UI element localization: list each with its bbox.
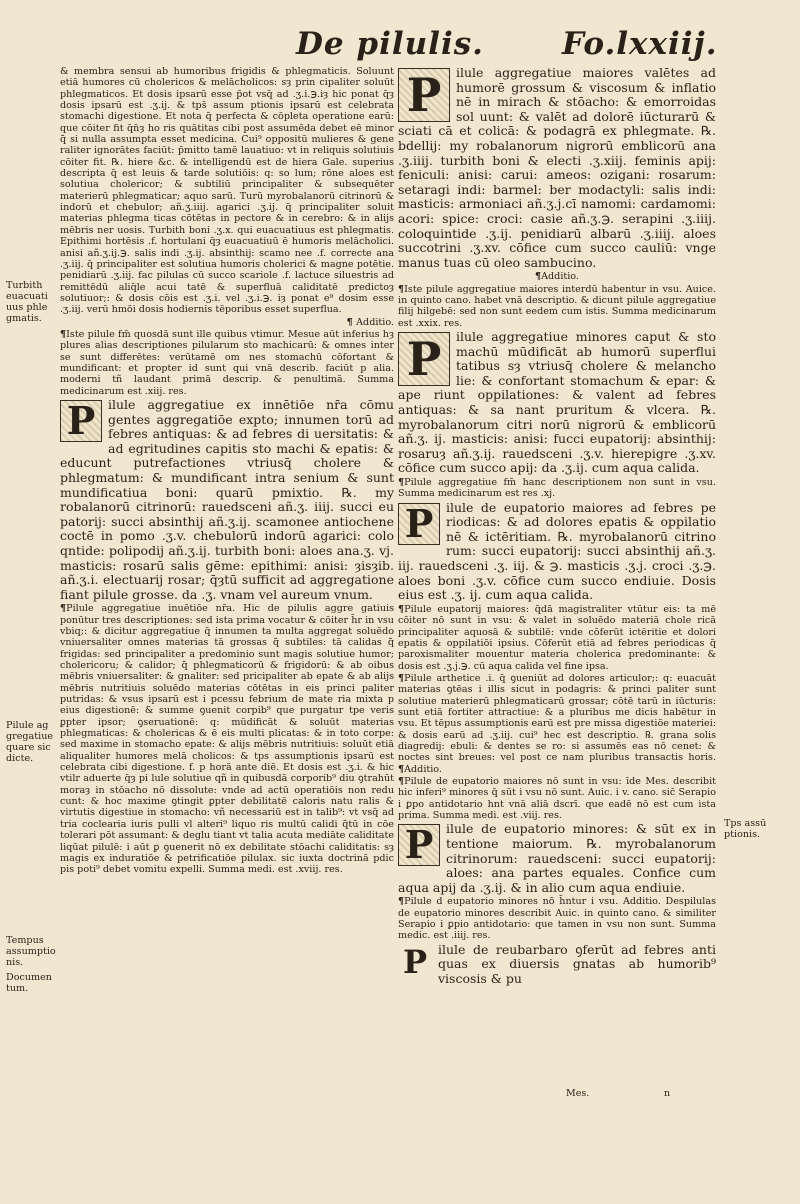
pilcrow-icon: ¶	[535, 271, 542, 283]
pilcrow-icon: ¶	[398, 476, 405, 488]
pill-recipe: Pilule de reubarbaro ꝯferūt ad febres anti quas ex diuersis gnatas ab humorib⁹ viscosis & pu	[398, 943, 716, 987]
pilcrow-icon: ¶	[398, 775, 405, 787]
initial-letter-p: P	[398, 68, 450, 122]
commentary: ¶Pilule aggregatiue fm̄ hanc descriptionem non sunt in vsu. Summa medicinarum est res .xj.	[398, 476, 716, 500]
paragraph: & membra sensui ab humoribus frigidis & phlegmaticis. Soluunt etiā humores cū cholericos & melācholicos: sȝ prin cipaliter soluūt phlegmaticos. Et dosis ipsarū esse p̄ot vsq̄ ad .ʒ.i.℈.iȝ hic ponat q̄ȝ dosis ipsarū est .ʒ.ij. & tps̄ assum ptionis ipsarū est celebrata stomachi digestione. Et nota q̄ perfecta & cōpleta operatione earū: que cōiter fit q̄n̄ȝ ho ris quātitas cibi post assumēda debet eē minor q̄̄ si nulla assumpta esset medicina. Cui⁹ oppositū mulieres & gene raliter ignorātes faciūt: p̄mitto tamē lauatiuo: vt in reliquis solutiuis cōiter fit. ℞. hiere &c. & intelligendū est de hiera Gale. superius descripta q̄ est leuis & tarde solutiōis: q: so lum; rōne aloes est solutiua cholericor; & subtiliū principaliter & subsequēter materierū phlegmaticar; aquo sarū. Turū myrobalanorū citrinorū & indorū et chebulor; añ.ʒ.iiij. agarici .ʒ.ij. q̄ principaliter soluit materias phlegma ticas cōtētas in pectore & in cerebro: & in alijs mēbris ner uosis. Turbith boni .ʒ.x. qui euacuatiuus est phlegmatis. Epithimi hortēsis .f. hortulani q̄ȝ euacuatiuū ē humoris melācholici. anisi añ.ʒ.ij.℈. salis indi .ʒ.ij. absinthij: scamo nee .f. correcte ana .ʒ.iij. q̄ principaliter est solutiua humoris cholerici & magne potētie. penidiarū .ʒ.iij. fac pilulas cū succo scariole .f. lactuce siluestris ad remittēdū aliq̄le acui tatē & superfluā caliditatē predictoȝ solutiuor;: & dosis cōis est .ʒ.i. vel .ʒ.i.℈. iȝ ponat e⁹ dosim esse .ʒ.iij. verū hmōi dosis hodiernis tēporibus esset superflua.	[60, 66, 394, 316]
margin-note: Tps assū ptionis.	[724, 818, 767, 840]
margin-note: Tempus assumptio nis.	[6, 935, 56, 968]
left-column	[60, 66, 394, 1086]
pilcrow-icon: ¶	[398, 672, 405, 684]
commentary: ¶Iste pilule aggregatiue maiores interdū habentur in vsu. Auice. in quinto cano. habet vnā descriptio. & dicunt pilule aggregatiue filij hilgebē: sed non sunt eedem cum istis. Summa medicinarum est .xxix. res.	[398, 283, 716, 329]
margin-note: Documen tum.	[6, 972, 52, 994]
right-column	[398, 66, 716, 1126]
pill-recipe: P ilule de eupatorio maiores ad febres pe riodicas: & ad dolores epatis & oppilatio nē & ictēritiam. ℞. myrobalanorū citrino rum: succi eupatorij: succi absinthij añ.ʒ. iij. rauedsceni .ʒ. iij. & ℈. masticis .ʒ.j. croci .ʒ.℈. aloes boni .ʒ.v. cōfice cum succo endiuie. Dosis eius est .ʒ. ij. cum aqua calida.	[398, 499, 716, 603]
pilcrow-icon: ¶	[60, 328, 67, 340]
pilcrow-icon: ¶	[398, 896, 405, 908]
initial-letter-p: P	[398, 332, 450, 386]
commentary: ¶Pilule arthetice .i. q̄ ꝯueniūt ad dolores articulor;: q: euacuāt materias ꝯtēas i illis sicut in podagris: & princi paliter sunt solutiue materierū phlegmaticarū grossar; cōtē tarū in iūcturis: sunt etiā fortiter attractiue: & a pluribus me dicis habētur in vsu. Et tēpus assumptionis earū est pre missa digestiōe materiei: & dosis earū ad .ʒ.iij. cui⁹ hec est descriptio. ℞. grana solis diagredij: ebuli: & dentes se ro: si assumēs eas nō cenet: & noctes sint breues: vel post ce nam pluribus transactis horis. ¶Additio.	[398, 672, 716, 775]
commentary: ¶Pilule d eupatorio minores nō h̄ntur i vsu. Additio. Despilulas de eupatorio minores describit Auic. in quinto cano. & similiter Serapio i ꝑpio antidotario: que tamen in vsu non sunt. Summa medic. est .iiij. res.	[398, 896, 716, 942]
additio-label: ¶Additio.	[535, 271, 579, 283]
margin-note: Turbith euacuati uus phle gmatis.	[6, 280, 48, 324]
pill-recipe: P ilule aggregatiue maiores valētes ad humorē grossum & viscosum & inflatio nē in mirach & stōacho: & emorroidas sol uunt: & valēt ad dolorē iūcturarū & sciati cā et colicā: & podagrā ex phlegmate. ℞. bdellij: my robalanorum nigrorū emblicorū ana .ʒ.iiij. turbith boni & electi .ʒ.xiij. feminis apij: feniculi: anisi: carui: ameos: ozigani: rosarum: setaragi indi: barmel: ber modactyli: salis indi: masticis: armoniaci añ.ʒ.j.cī namomi: cardamomi: acori: spice: croci: casie añ.ʒ.℈. serapini .ʒ.iiij. coloquintide .ʒ.ij. penidiarū albarū .ʒ.iiij. aloes succotrini .ʒ.xv. cōfice cum succo cauliū: vnge manus tuas cū oleo sambucino.	[398, 66, 716, 270]
pill-recipe: P ilule de eupatorio minores: & sūt ex in tentione maiorum. ℞. myrobalanorum citrinorum: rauedsceni: succi eupatorij: aloes: ana partes equales. Confice cum aqua apij da .ʒ.ij. & in alio cum aqua endiuie.	[398, 821, 716, 895]
pilcrow-icon: ¶	[398, 763, 405, 775]
pill-recipe: P ilule aggregatiue minores caput & sto machū mūdificāt ab humorū superflui tatibus sȝ vtriusq̄ cholere & melancho lie: & confortant stomachum & epar: & ape riunt oppilationes: & valent ad febres antiquas: & sa nant pruritum & vlcera. ℞. myrobalanorum citri norū nigrorū & emblicorū añ.ʒ. ij. masticis: anisi: fucci eupatorij: absinthij: rosaruȝ añ.ʒ.ij. rauedsceni .ʒ.v. hierepigre .ʒ.xv. cōfice cum succo apij: da .ʒ.ij. cum aqua calida.	[398, 329, 716, 476]
signature-mark: n	[664, 1088, 671, 1099]
pilcrow-icon: ¶	[398, 283, 405, 295]
initial-letter-p: P	[60, 400, 102, 442]
pilcrow-icon: ¶	[60, 603, 67, 615]
margin-note: Pilule ag gregatiue quare sic dicte.	[6, 720, 54, 764]
additio-label: ¶ Additio.	[346, 316, 394, 328]
catchword: Mes.	[566, 1088, 590, 1099]
initial-letter-p: P	[402, 942, 428, 981]
pill-recipe: P ilule aggregatiue ex innētiōe nr̄a cōmu gentes aggregatiōe expto; innumen torū ad febres antiquas: & ad febres di uersitatis: & ad egritudines capitis sto machi & epatis: & educunt putrefactiones vtriusq̄ cholere & phlegmatum: & mundificant intra senium & sunt mundificatiua boni: quarū pmixtio. ℞. my robalanorū citrinorū: rauedsceni añ.ʒ. iiij. succi eu patorij: succi absinthij añ.ʒ.ij. scamonee antiochene coctē in pomo .ʒ.v. chebulorū indorū agarici: colo qntide: polipodij añ.ʒ.ij. turbith boni: aloes ana.ʒ. vj. masticis: rosarū salis gēme: epithimi: anisi: ȝisȝib. añ.ʒ.i. electuarij rosar; q̄ȝtū sufficit ad aggregatione fiant pilule grosse. da .ʒ. vnam vel aureum vnum.	[60, 396, 394, 602]
commentary: ¶Pilule de eupatorio maiores nō sunt in vsu: īde Mes. describit hic inferi⁹ minores q̄ sūt i vsu nō sunt. Auic. i v. cano. sic̄ Serapio i ꝑpo antidotario hnt vnā aliā dscrī. que eadē nō est cum ista prima. Summa medi. est .viij. res.	[398, 775, 716, 821]
pilcrow-icon: ¶	[346, 316, 357, 328]
folio-number: Fo.lxxiij.	[562, 26, 718, 62]
pilcrow-icon: ¶	[398, 603, 405, 615]
commentary: ¶Pilule aggregatiue inuētiōe nr̄a. Hic de pilulis aggre gatiuis ponūtur tres descriptiones: sed ista prima vocatur & cōiter h̄r in vsu vbiq;: & dicitur aggregatiue q̄ innumen ta multa aggregat soluēdo vniuersaliter omnes materias tā grossas q̄̄ subtiles: tā calidas q̄̄ frigidas: sed principaliter a predominio sunt magis solutiue humor; cholericoru; & calidor; q̄̄ phlegmaticorū & frigidorū: & ab oibus mēbris vniuersaliter: & gnaliter: sed pricipaliter ab epate & ab alijs mēbris nutritiuis soluēdo materias cōtētas in eis princi paliter putridas: & vsus ipsarū est i pcessu febrium de mate ria mixta p eius digestionē: & summe ꝯuenit corpib⁹ que purgatur tpe veris ꝑpter ipsor; ꝯseruationē: q: mūdificāt & soluūt materias phlegmaticas: & cholericas & ē eis multi plicatas: & in toto corpe: sed maxime in stomacho epate: & alijs mēbris nutritiuis: soluūt etiā aliqualiter humores melā cholicos: & tps assumptionis ipsarū est celebrata cibi digestione. f. p horā ante diē. Et dosis est .ʒ.i. & hic vtilr aduerte q̄ȝ pi lule solutiue qñ in quibusdā corporib⁹ diu ꝯtrahūt moraȝ in stōacho nō dissolute: vnde ad actū operatiōis non redu cunt: & hoc maxime ꝯtingit ꝑpter debilitatē caloris natu ralis & virtutis digestiue in stomacho: vñ necessariū est in talib⁹: vt vsq̄ ad tria coclearia iuris pulli vl alteri⁹ liquo ris multū calidi q̄̄tū in cōe tolerari pōt assumant: & deglu tiant vt talia acuta mediāte caliditate liqūat pilulē: i aūt ꝑ ꝯuenerit nō ex debilitate stōachi caliditatis: sȝ magis ex induratiōe & petrificatiōe pilulax. sic iuxta doctrinā pdic pis poti⁹ debet vomitu expelli. Summa medi. est .xviij. res.	[60, 603, 394, 876]
running-title: De pilulis.	[296, 26, 484, 62]
initial-letter-p: P	[398, 824, 440, 866]
initial-letter-p: P	[398, 503, 440, 545]
commentary: ¶Pilule eupatorij maiores: q̄dā magistraliter vtūtur eis: ta mē cōiter nō sunt in vsu: & valet in soluēdo materiā chole ricā principaliter aquosā & subtilē: vnde cōferūt ictēritie et dolori epatis & oppilatiōi ipsius. Cōferūt etiā ad febres periodicas q̄ paroxismaliter mouentur materia cholerica predominante: & dosis est .ʒ.j.℈. cū aqua calida vel fine ipsa.	[398, 603, 716, 672]
paragraph: ¶Iste pilule fm̄ quosdā sunt ille quibus vtimur. Mesue aūt inferius hȝ plures alias descriptiones pilularum sto machicarū: & omnes inter se sunt differētes: verūtamē om nes stomachū cōfortant & mundificant: et propter id sunt qui vnā describ. faciūt p alia. moderni tñ laudant primā descrip. & penultimā. Summa medicinarum est .xiij. res.	[60, 328, 394, 397]
